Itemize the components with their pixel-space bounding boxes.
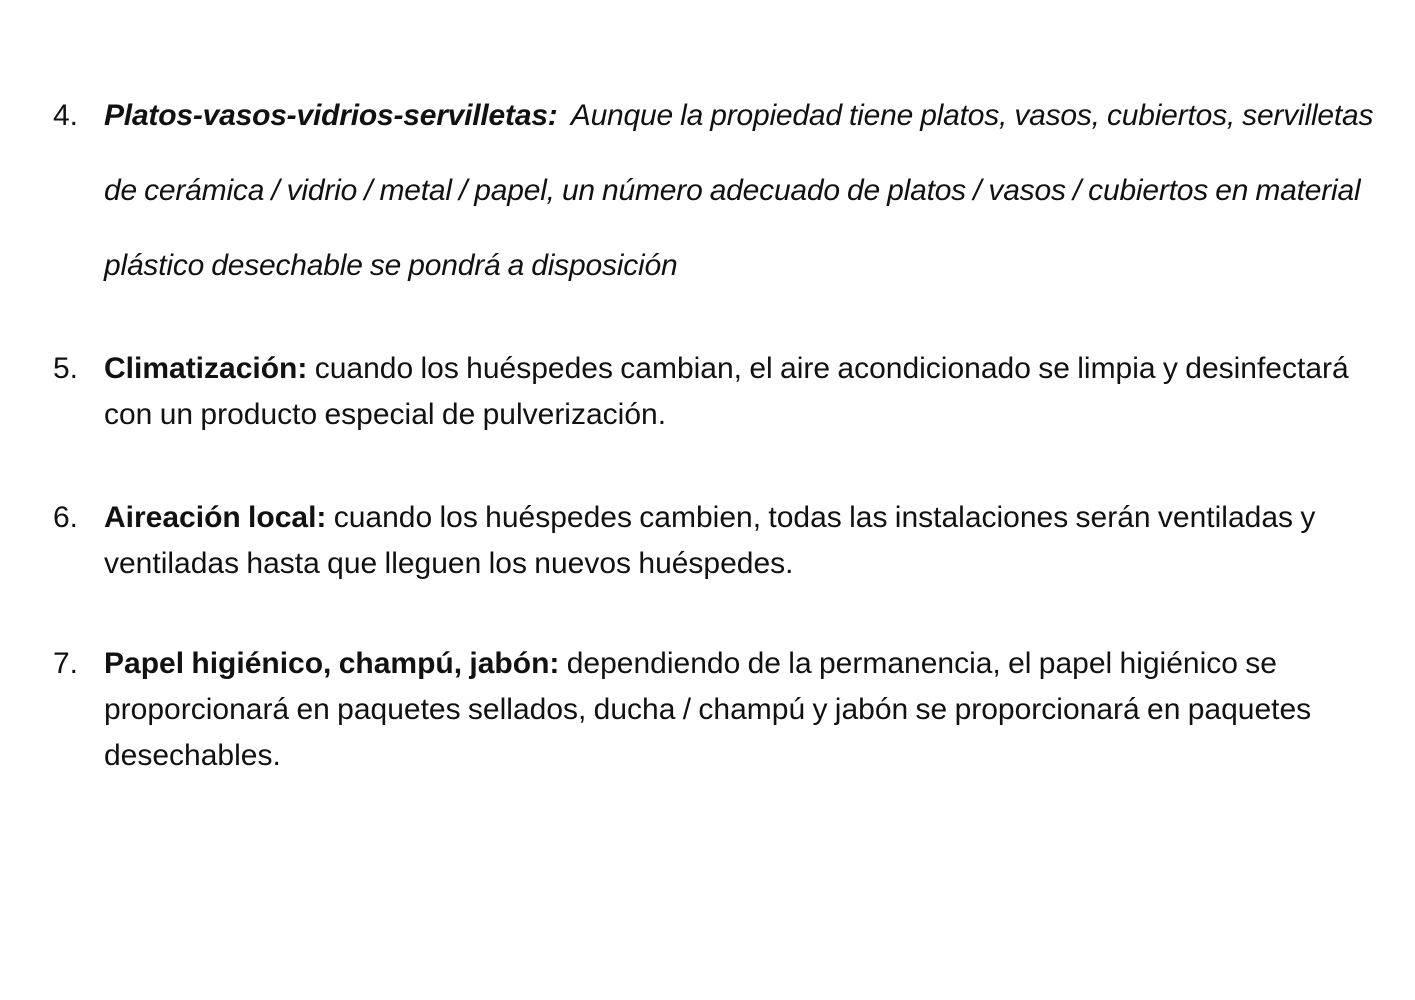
- list-item-number: 7.: [53, 647, 79, 680]
- list-item-label: Papel higiénico, champú, jabón:: [104, 647, 560, 680]
- list-item-text: Aunque la propiedad tiene platos, vasos, cubiertos, servilletas de cerámica / vidrio / metal / papel, un número adecuado de platos / vasos / cubiertos en material plástico desechable se pondrá a disposición: [104, 99, 1381, 282]
- list-item-text: cuando los huéspedes cambian, el aire acondicionado se limpia y desinfectará con un producto especial de pulverización.: [104, 352, 1357, 431]
- list-item-number: 6.: [53, 501, 79, 534]
- list-item-label: Aireación local:: [104, 501, 327, 534]
- list-item-body: [104, 495, 1374, 587]
- list-item-body: [104, 346, 1374, 438]
- list-item-label: Platos-vasos-vidrios-servilletas:: [104, 99, 558, 132]
- list-item-body: [104, 78, 1381, 303]
- list-item-text: dependiendo de la permanencia, el papel higiénico se proporcionará en paquetes sellados, ducha / champú y jabón se proporcionará en paquetes desechables.: [104, 647, 1319, 772]
- list-item-body: [104, 641, 1374, 779]
- list-item-label: Climatización:: [104, 352, 308, 385]
- list-item-number: 4.: [53, 99, 79, 132]
- list-item-text: cuando los huéspedes cambien, todas las instalaciones serán ventiladas y ventiladas hasta que lleguen los nuevos huéspedes.: [104, 501, 1323, 580]
- list-item-number: 5.: [53, 352, 79, 385]
